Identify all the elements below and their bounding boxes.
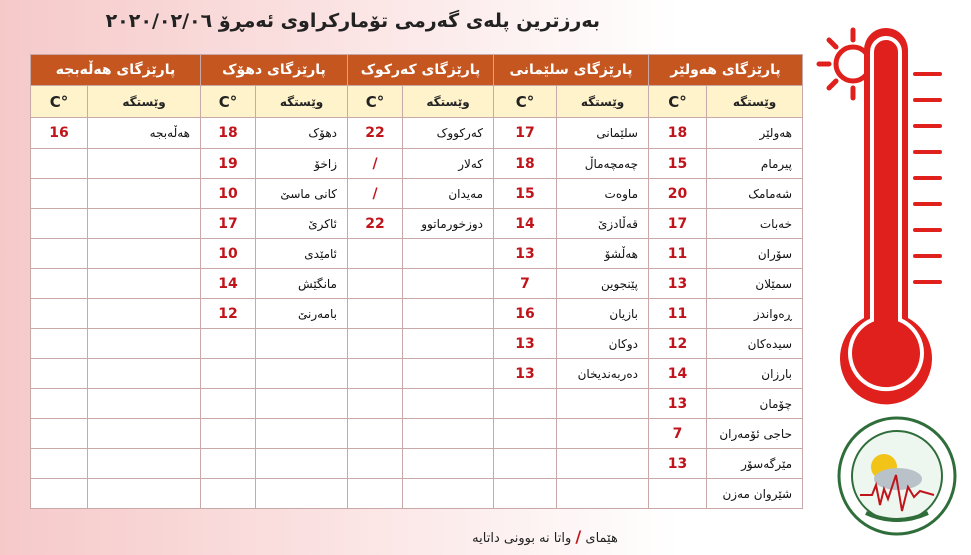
station-name-cell: شەمامک — [707, 179, 803, 209]
temperature-value-cell — [31, 389, 88, 419]
table-row — [31, 149, 803, 179]
station-column-header: وێستگە — [403, 86, 494, 118]
table-row — [31, 419, 803, 449]
station-name-cell: ڕەواندز — [707, 299, 803, 329]
station-name-cell — [557, 479, 649, 509]
station-column-header: وێستگە — [88, 86, 201, 118]
station-name-cell: دوزخورماتوو — [403, 209, 494, 239]
station-name-cell — [88, 239, 201, 269]
temperature-value-cell — [31, 479, 88, 509]
temperature-value-cell — [31, 359, 88, 389]
table-row — [31, 269, 803, 299]
station-name-cell — [88, 179, 201, 209]
temperature-column-header: °C — [31, 86, 88, 118]
station-name-cell: پیرمام — [707, 149, 803, 179]
station-column-header: وێستگە — [557, 86, 649, 118]
station-name-cell: ئاکرێ — [256, 209, 348, 239]
station-name-cell: دەربەندیخان — [557, 359, 649, 389]
temperature-value-cell: 10 — [201, 179, 256, 209]
table-row — [31, 329, 803, 359]
temperature-value-cell: 17 — [649, 209, 707, 239]
temperature-value-cell: / — [348, 149, 403, 179]
temperature-value-cell: 19 — [201, 149, 256, 179]
temperature-value-cell — [348, 389, 403, 419]
station-name-cell: دوکان — [557, 329, 649, 359]
temperature-value-cell: 13 — [649, 449, 707, 479]
station-name-cell — [403, 389, 494, 419]
station-name-cell: چەمچەماڵ — [557, 149, 649, 179]
temperature-value-cell: 10 — [201, 239, 256, 269]
table-row — [31, 118, 803, 149]
temperature-value-cell — [31, 239, 88, 269]
station-name-cell — [88, 359, 201, 389]
temperature-value-cell — [348, 479, 403, 509]
temperature-value-cell — [31, 419, 88, 449]
legend-note-symbol: / — [575, 527, 582, 546]
temperature-value-cell: 7 — [649, 419, 707, 449]
temperature-value-cell — [348, 359, 403, 389]
governorate-header-sulaymaniyah: پارێزگای سلێمانی — [494, 55, 649, 86]
temperature-value-cell: 11 — [649, 239, 707, 269]
legend-note-prefix: هێمای — [585, 531, 618, 546]
station-name-cell — [88, 209, 201, 239]
station-column-header: وێستگە — [256, 86, 348, 118]
table-row — [31, 479, 803, 509]
temperature-value-cell — [31, 179, 88, 209]
station-name-cell — [403, 239, 494, 269]
temperature-column-header: °C — [649, 86, 707, 118]
temperature-table — [30, 54, 803, 509]
governorate-header-halabja: پارێزگای هەڵەبجە — [31, 55, 201, 86]
governorate-header-kirkuk: پارێزگای کەرکوک — [348, 55, 494, 86]
station-name-cell: کانی ماسێ — [256, 179, 348, 209]
table-row — [31, 179, 803, 209]
temperature-value-cell — [348, 239, 403, 269]
station-name-cell: کەرکووک — [403, 118, 494, 149]
temperature-value-cell: 16 — [31, 118, 88, 149]
temperature-value-cell — [494, 389, 557, 419]
temperature-value-cell — [494, 449, 557, 479]
station-name-cell — [403, 359, 494, 389]
temperature-value-cell: 13 — [649, 269, 707, 299]
temperature-value-cell: 7 — [494, 269, 557, 299]
governorate-header-erbil: پارێزگای هەولێر — [649, 55, 803, 86]
temperature-column-header: °C — [201, 86, 256, 118]
station-name-cell — [88, 149, 201, 179]
temperature-table-container — [30, 54, 802, 509]
station-name-cell: بامەرنێ — [256, 299, 348, 329]
station-name-cell: سلێمانی — [557, 118, 649, 149]
station-name-cell — [88, 389, 201, 419]
station-name-cell: سمێلان — [707, 269, 803, 299]
station-name-cell — [256, 419, 348, 449]
station-name-cell — [256, 479, 348, 509]
temperature-value-cell: 22 — [348, 118, 403, 149]
station-name-cell — [557, 449, 649, 479]
temperature-value-cell: 14 — [649, 359, 707, 389]
temperature-value-cell — [31, 329, 88, 359]
temperature-value-cell: 13 — [494, 239, 557, 269]
temperature-value-cell: 14 — [201, 269, 256, 299]
station-name-cell — [88, 269, 201, 299]
station-name-cell — [256, 389, 348, 419]
temperature-value-cell — [201, 359, 256, 389]
station-name-cell: چۆمان — [707, 389, 803, 419]
temperature-value-cell: 15 — [494, 179, 557, 209]
station-name-cell — [88, 329, 201, 359]
temperature-value-cell — [201, 479, 256, 509]
station-name-cell: مەیدان — [403, 179, 494, 209]
table-row — [31, 209, 803, 239]
thermometer-sun-icon — [812, 22, 962, 412]
station-name-cell — [403, 419, 494, 449]
governorate-header-duhok: پارێزگای دهۆک — [201, 55, 348, 86]
temperature-value-cell — [348, 449, 403, 479]
station-name-cell: کەلار — [403, 149, 494, 179]
station-name-cell: خەبات — [707, 209, 803, 239]
station-name-cell: قەڵادزێ — [557, 209, 649, 239]
station-column-header: وێستگە — [707, 86, 803, 118]
temperature-value-cell — [348, 419, 403, 449]
temperature-value-cell — [31, 209, 88, 239]
temperature-value-cell: 11 — [649, 299, 707, 329]
temperature-value-cell — [31, 449, 88, 479]
station-name-cell: هەڵەبجە — [88, 118, 201, 149]
temperature-value-cell: 17 — [201, 209, 256, 239]
temperature-value-cell — [649, 479, 707, 509]
station-name-cell — [88, 479, 201, 509]
station-name-cell: ماوەت — [557, 179, 649, 209]
temperature-value-cell — [494, 479, 557, 509]
temperature-table-body — [31, 118, 803, 509]
temperature-value-cell: 20 — [649, 179, 707, 209]
station-name-cell: حاجی ئۆمەران — [707, 419, 803, 449]
station-name-cell: شێروان مەزن — [707, 479, 803, 509]
station-name-cell: سۆران — [707, 239, 803, 269]
station-name-cell — [256, 359, 348, 389]
temperature-value-cell — [201, 419, 256, 449]
temperature-value-cell — [31, 149, 88, 179]
station-name-cell: دهۆک — [256, 118, 348, 149]
station-name-cell: مانگێش — [256, 269, 348, 299]
station-name-cell — [403, 449, 494, 479]
station-name-cell — [557, 419, 649, 449]
temperature-value-cell — [348, 269, 403, 299]
station-name-cell — [88, 419, 201, 449]
station-name-cell — [88, 449, 201, 479]
station-name-cell — [403, 329, 494, 359]
temperature-column-header: °C — [494, 86, 557, 118]
temperature-value-cell: 12 — [201, 299, 256, 329]
temperature-value-cell: 13 — [494, 359, 557, 389]
station-name-cell: هەڵشۆ — [557, 239, 649, 269]
station-name-cell: بارزان — [707, 359, 803, 389]
temperature-value-cell: 13 — [649, 389, 707, 419]
station-name-cell — [403, 479, 494, 509]
meteorology-seismology-logo-icon — [836, 415, 958, 537]
station-name-cell: پێنجوین — [557, 269, 649, 299]
temperature-value-cell — [494, 419, 557, 449]
station-name-cell — [403, 299, 494, 329]
station-name-cell: ئامێدی — [256, 239, 348, 269]
station-name-cell: زاخۆ — [256, 149, 348, 179]
temperature-value-cell — [201, 329, 256, 359]
temperature-value-cell — [201, 449, 256, 479]
temperature-value-cell — [31, 299, 88, 329]
station-name-cell — [256, 329, 348, 359]
column-header-row — [31, 86, 803, 118]
temperature-value-cell — [348, 299, 403, 329]
temperature-value-cell — [31, 269, 88, 299]
temperature-value-cell: 18 — [494, 149, 557, 179]
governorate-header-row — [31, 55, 803, 86]
table-row — [31, 239, 803, 269]
station-name-cell — [557, 389, 649, 419]
station-name-cell: بازیان — [557, 299, 649, 329]
temperature-value-cell: 14 — [494, 209, 557, 239]
temperature-value-cell: 22 — [348, 209, 403, 239]
temperature-value-cell: 17 — [494, 118, 557, 149]
table-row — [31, 359, 803, 389]
table-row — [31, 389, 803, 419]
temperature-value-cell: 18 — [649, 118, 707, 149]
temperature-value-cell: 15 — [649, 149, 707, 179]
table-row — [31, 299, 803, 329]
station-name-cell — [403, 269, 494, 299]
table-row — [31, 449, 803, 479]
page-title: بەرزترین پلەی گەرمی تۆمارکراوی ئەمڕۆ ٢٠٢٠/٠٢/٠٦ — [105, 10, 600, 32]
temperature-value-cell: 16 — [494, 299, 557, 329]
temperature-value-cell: / — [348, 179, 403, 209]
temperature-value-cell: 13 — [494, 329, 557, 359]
station-name-cell: هەولێر — [707, 118, 803, 149]
station-name-cell: مێرگەسۆر — [707, 449, 803, 479]
legend-note-text: واتا نە بوونی داتایە — [472, 531, 572, 546]
temperature-column-header: °C — [348, 86, 403, 118]
station-name-cell: سیدەکان — [707, 329, 803, 359]
temperature-value-cell — [201, 389, 256, 419]
temperature-value-cell — [348, 329, 403, 359]
station-name-cell — [88, 299, 201, 329]
temperature-value-cell: 12 — [649, 329, 707, 359]
legend-note — [455, 527, 635, 546]
temperature-value-cell: 18 — [201, 118, 256, 149]
station-name-cell — [256, 449, 348, 479]
